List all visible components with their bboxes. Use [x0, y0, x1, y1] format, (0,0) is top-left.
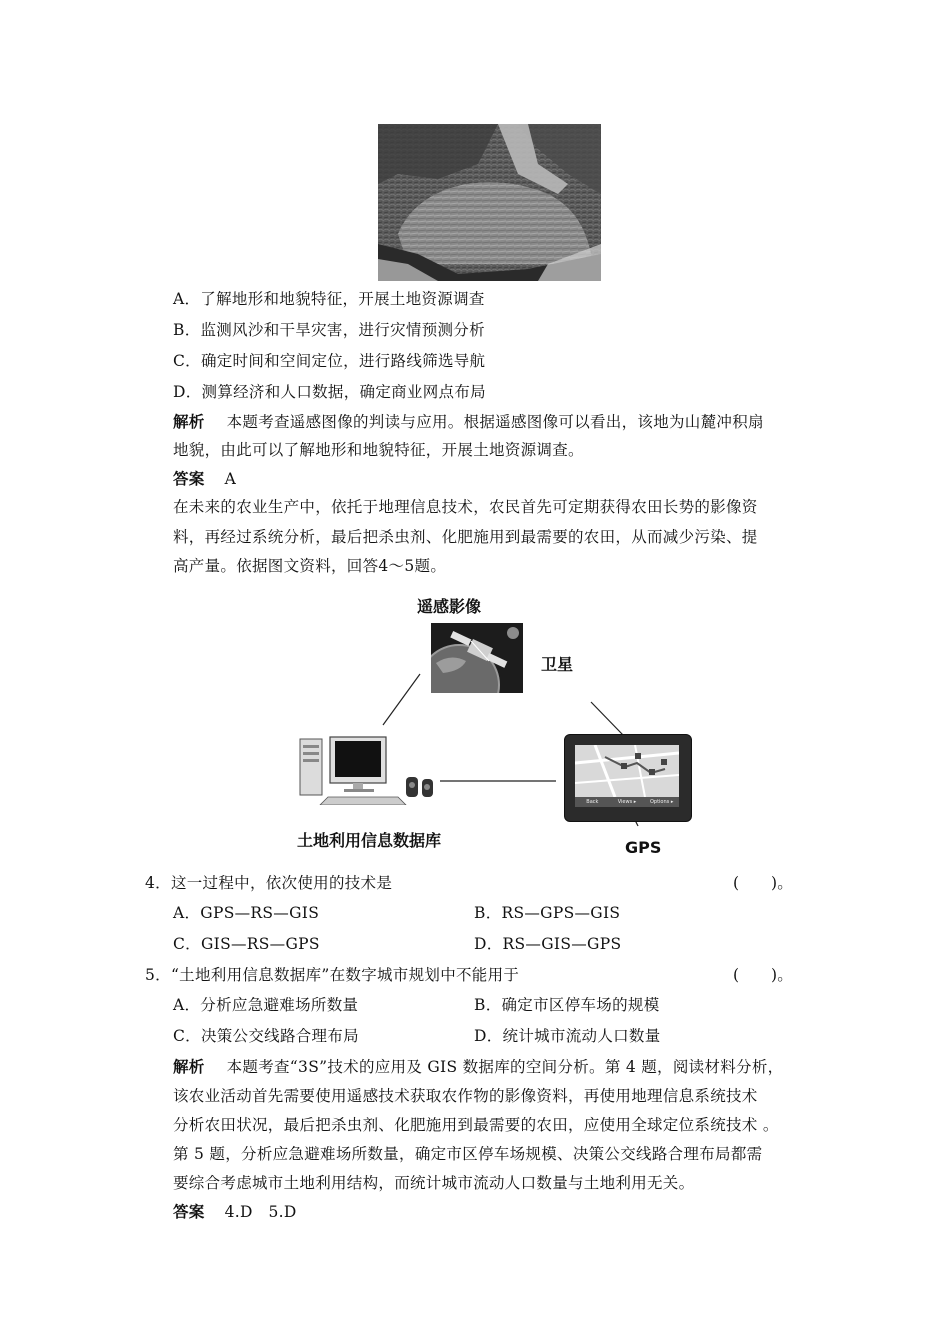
answer-value: 4.D 5.D [224, 1203, 297, 1221]
computer-icon [298, 735, 436, 805]
gps-back-button[interactable]: Back [586, 799, 599, 805]
satellite-label: 卫星 [541, 655, 574, 674]
q5-option-a: A．分析应急避难场所数量 [173, 996, 359, 1014]
q4-option-b: B．RS—GPS—GIS [474, 904, 621, 922]
3s-diagram [280, 588, 700, 863]
analysis-text-line-3: 分析农田状况，最后把杀虫剂、化肥施用到最需要的农田，应使用全球定位系统技术 。 [173, 1116, 779, 1134]
q4-stem: 4．这一过程中，依次使用的技术是 [145, 874, 393, 892]
analysis-text-line-5: 要综合考虑城市土地利用结构，而统计城市流动人口数量与土地利用无关。 [173, 1174, 695, 1192]
q5-option-b: B．确定市区停车场的规模 [474, 996, 660, 1014]
analysis-label: 解析 [173, 412, 205, 431]
q5-option-d: D．统计城市流动人口数量 [474, 1027, 661, 1045]
answer-block-2 [173, 1202, 297, 1222]
gps-label: GPS [625, 838, 662, 857]
gps-options-button[interactable]: Options ▸ [649, 799, 674, 805]
gps-toolbar [575, 797, 679, 807]
q5-option-c: C．决策公交线路合理布局 [173, 1027, 359, 1045]
alluvial-fan-satellite-photo-icon [378, 124, 601, 281]
material-line-3: 高产量。依据图文资料，回答4～5题。 [173, 557, 447, 575]
q4-option-a: A．GPS—RS—GIS [173, 904, 320, 922]
map-route-icon [575, 745, 679, 797]
analysis-block-1 [173, 412, 764, 432]
q4-bracket: ( )。 [733, 874, 794, 892]
material-line-2: 料，再经过系统分析，最后把杀虫剂、化肥施用到最需要的农田，从而减少污染、提 [173, 528, 758, 546]
analysis-block-2 [173, 1057, 783, 1077]
analysis-text-line-2: 该农业活动首先需要使用遥感技术获取农作物的影像资料，再使用地理信息系统技术 [173, 1087, 758, 1105]
answer-label: 答案 [173, 1202, 205, 1221]
q3-option-c: C．确定时间和空间定位，进行路线筛选导航 [173, 352, 486, 370]
diagram-title: 遥感影像 [417, 597, 482, 616]
gps-views-button[interactable]: Views ▸ [617, 799, 637, 805]
gps-screen [575, 745, 679, 807]
answer-label: 答案 [173, 469, 205, 488]
answer-value: A [224, 470, 237, 488]
analysis-text: 本题考查“3S”技术的应用及 GIS 数据库的空间分析。第 4 题，阅读材料分析， [226, 1058, 784, 1076]
q4-option-d: D．RS—GIS—GPS [474, 935, 622, 953]
q3-option-b: B．监测风沙和干旱灾害，进行灾情预测分析 [173, 321, 485, 339]
analysis-label: 解析 [173, 1057, 205, 1076]
q5-stem: 5．“土地利用信息数据库”在数字城市规划中不能用于 [145, 966, 520, 984]
q3-option-d: D．测算经济和人口数据，确定商业网点布局 [173, 383, 486, 401]
analysis-text-line-2: 地貌，由此可以了解地形和地貌特征，开展土地资源调查。 [173, 441, 584, 459]
analysis-text: 本题考查遥感图像的判读与应用。根据遥感图像可以看出，该地为山麓冲积扇 [226, 413, 764, 431]
answer-block-1 [173, 469, 236, 489]
analysis-text-line-4: 第 5 题，分析应急避难场所数量，确定市区停车场规模、决策公交线路合理布局都需 [173, 1145, 763, 1163]
material-line-1: 在未来的农业生产中，依托于地理信息技术，农民首先可定期获得农田长势的影像资 [173, 498, 758, 516]
database-label: 土地利用信息数据库 [297, 831, 442, 850]
alluvial-fan-photo [378, 124, 601, 281]
q3-option-a: A．了解地形和地貌特征，开展土地资源调查 [173, 290, 485, 308]
gps-device [564, 734, 692, 822]
q4-option-c: C．GIS—RS—GPS [173, 935, 320, 953]
q5-bracket: ( )。 [733, 966, 794, 984]
